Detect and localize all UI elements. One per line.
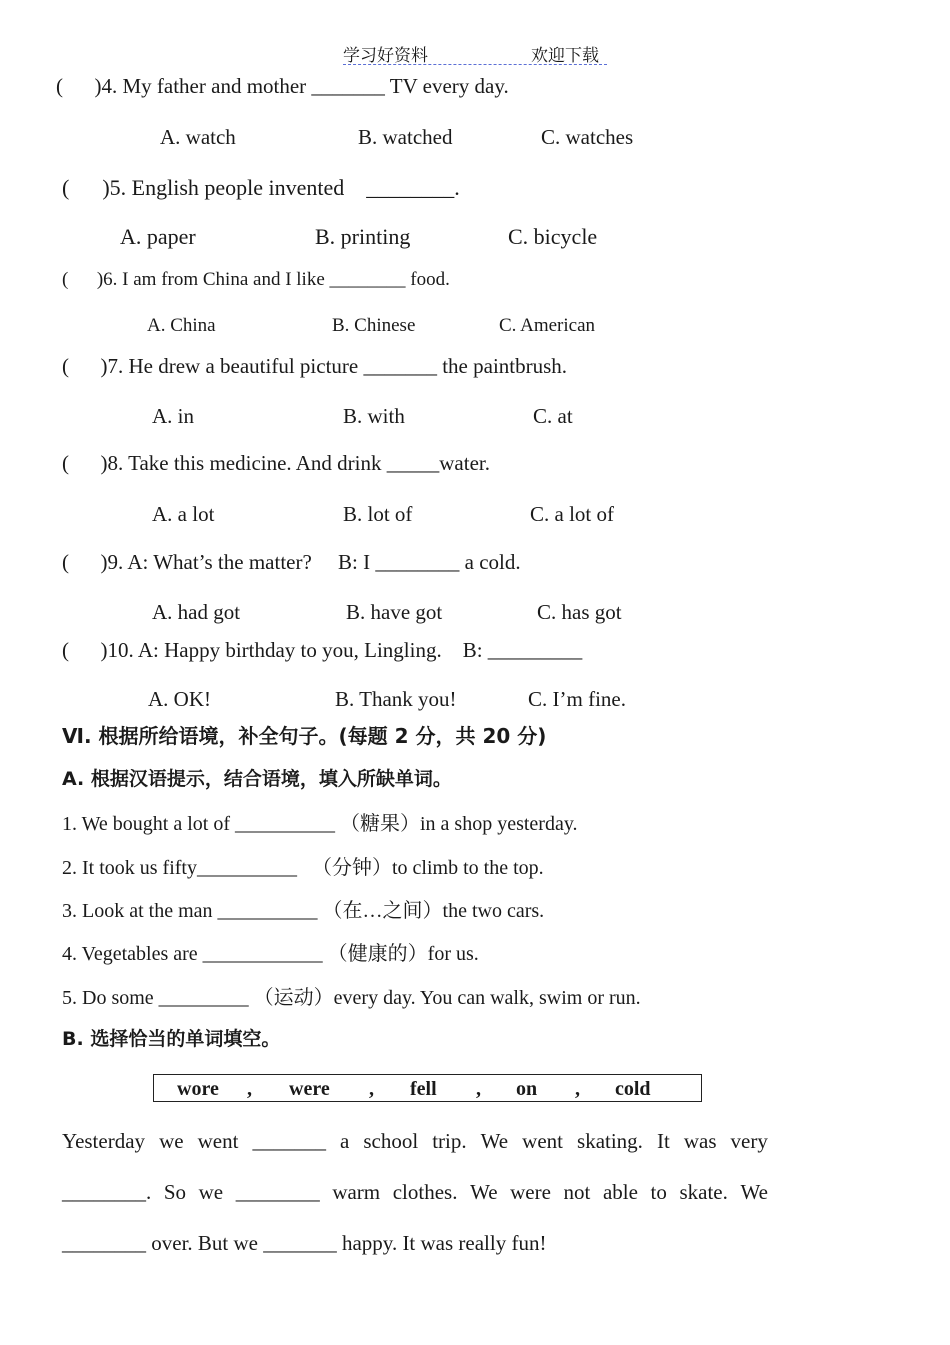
passage-line-1 bbox=[62, 1129, 768, 1154]
question-6-option-a: A. China bbox=[147, 315, 216, 336]
passage-word: a bbox=[339, 1129, 350, 1153]
passage-word: It bbox=[656, 1129, 670, 1153]
question-9-option-b: B. have got bbox=[346, 600, 443, 624]
word-bank-separator: , bbox=[575, 1078, 580, 1100]
part-a-item-1: 1. We bought a lot of __________ （糖果）in a shop yesterday. bbox=[62, 813, 578, 835]
section-6-title: Ⅵ. 根据所给语境，补全句子。(每题 2 分，共 20 分) bbox=[62, 724, 547, 748]
part-a-title: A. 根据汉语提示，结合语境，填入所缺单词。 bbox=[62, 768, 452, 790]
word-bank-word: were bbox=[289, 1078, 330, 1100]
passage-word: We bbox=[740, 1180, 768, 1204]
question-8-option-a: A. a lot bbox=[152, 502, 215, 526]
word-bank-word: fell bbox=[410, 1078, 437, 1100]
part-a-item-5: 5. Do some _________ （运动）every day. You can walk, swim or run. bbox=[62, 987, 641, 1009]
question-10-option-c: C. I’m fine. bbox=[528, 687, 626, 711]
question-7-option-c: C. at bbox=[533, 404, 573, 428]
passage-word: to bbox=[650, 1180, 667, 1204]
question-6-option-b: B. Chinese bbox=[332, 315, 416, 336]
word-bank-word: cold bbox=[615, 1078, 651, 1100]
passage-word: clothes. bbox=[392, 1180, 458, 1204]
passage-word: we bbox=[198, 1180, 224, 1204]
question-6-option-c: C. American bbox=[499, 315, 596, 336]
question-10-option-a: A. OK! bbox=[148, 687, 211, 711]
passage-word: skate. bbox=[679, 1180, 728, 1204]
passage-blank: ________ bbox=[235, 1180, 320, 1204]
header-divider bbox=[343, 64, 607, 65]
part-b-title: B. 选择恰当的单词填空。 bbox=[62, 1028, 281, 1050]
passage-word: We bbox=[470, 1180, 498, 1204]
question-7-stem: ( )7. He drew a beautiful picture _______ the paintbrush. bbox=[62, 354, 568, 378]
question-9-stem: ( )9. A: What’s the matter? B: I ________ a cold. bbox=[62, 550, 521, 574]
passage-word: school bbox=[363, 1129, 419, 1153]
passage-word: we bbox=[159, 1129, 184, 1153]
question-4-option-c: C. watches bbox=[541, 125, 634, 149]
question-8-stem: ( )8. Take this medicine. And drink _____water. bbox=[62, 451, 490, 475]
passage-word: warm bbox=[332, 1180, 381, 1204]
question-8-option-c: C. a lot of bbox=[530, 502, 614, 526]
question-5-option-a: A. paper bbox=[120, 224, 196, 249]
passage-word: went bbox=[197, 1129, 239, 1153]
word-bank-box bbox=[153, 1074, 702, 1102]
passage-word: Yesterday bbox=[62, 1129, 146, 1153]
part-a-item-2: 2. It took us fifty__________ （分钟）to climb to the top. bbox=[62, 857, 544, 879]
question-10-stem: ( )10. A: Happy birthday to you, Lingling. B: _________ bbox=[62, 638, 583, 662]
word-bank-word: on bbox=[516, 1078, 538, 1100]
passage-blank: _______ bbox=[252, 1129, 326, 1153]
passage-word: We bbox=[480, 1129, 509, 1153]
question-5-stem: ( )5. English people invented ________. bbox=[62, 175, 460, 200]
question-10-option-b: B. Thank you! bbox=[335, 687, 457, 711]
question-4-option-a: A. watch bbox=[160, 125, 236, 149]
question-4-stem: ( )4. My father and mother _______ TV every day. bbox=[56, 74, 509, 98]
passage-blank: ________. bbox=[62, 1180, 152, 1204]
question-5-option-c: C. bicycle bbox=[508, 224, 598, 249]
passage-line-2 bbox=[62, 1180, 768, 1205]
passage-word: was bbox=[683, 1129, 717, 1153]
part-a-item-3: 3. Look at the man __________ （在…之间）the two cars. bbox=[62, 900, 545, 922]
question-7-option-a: A. in bbox=[152, 404, 194, 428]
question-4-option-b: B. watched bbox=[358, 125, 453, 149]
question-9-option-c: C. has got bbox=[537, 600, 622, 624]
passage-word: So bbox=[163, 1180, 187, 1204]
question-6-stem: ( )6. I am from China and I like ________ food. bbox=[62, 269, 450, 290]
question-8-option-b: B. lot of bbox=[343, 502, 413, 526]
passage-word: trip. bbox=[432, 1129, 467, 1153]
passage-word: able bbox=[602, 1180, 638, 1204]
passage-word: very bbox=[730, 1129, 768, 1153]
passage-word: were bbox=[510, 1180, 551, 1204]
passage-word: skating. bbox=[577, 1129, 643, 1153]
question-7-option-b: B. with bbox=[343, 404, 405, 428]
word-bank-separator: , bbox=[476, 1078, 481, 1100]
word-bank-word: wore bbox=[177, 1078, 219, 1100]
passage-line-3: ________ over. But we _______ happy. It was really fun! bbox=[62, 1231, 547, 1255]
passage-word: not bbox=[563, 1180, 591, 1204]
header-left-text: 学习好资料 bbox=[343, 46, 428, 65]
word-bank-separator: , bbox=[247, 1078, 252, 1100]
question-5-option-b: B. printing bbox=[315, 224, 411, 249]
question-9-option-a: A. had got bbox=[152, 600, 241, 624]
passage-word: went bbox=[522, 1129, 563, 1153]
word-bank-separator: , bbox=[369, 1078, 374, 1100]
part-a-item-4: 4. Vegetables are ____________ （健康的）for us. bbox=[62, 943, 479, 965]
header-right-text: 欢迎下载 bbox=[531, 46, 599, 65]
